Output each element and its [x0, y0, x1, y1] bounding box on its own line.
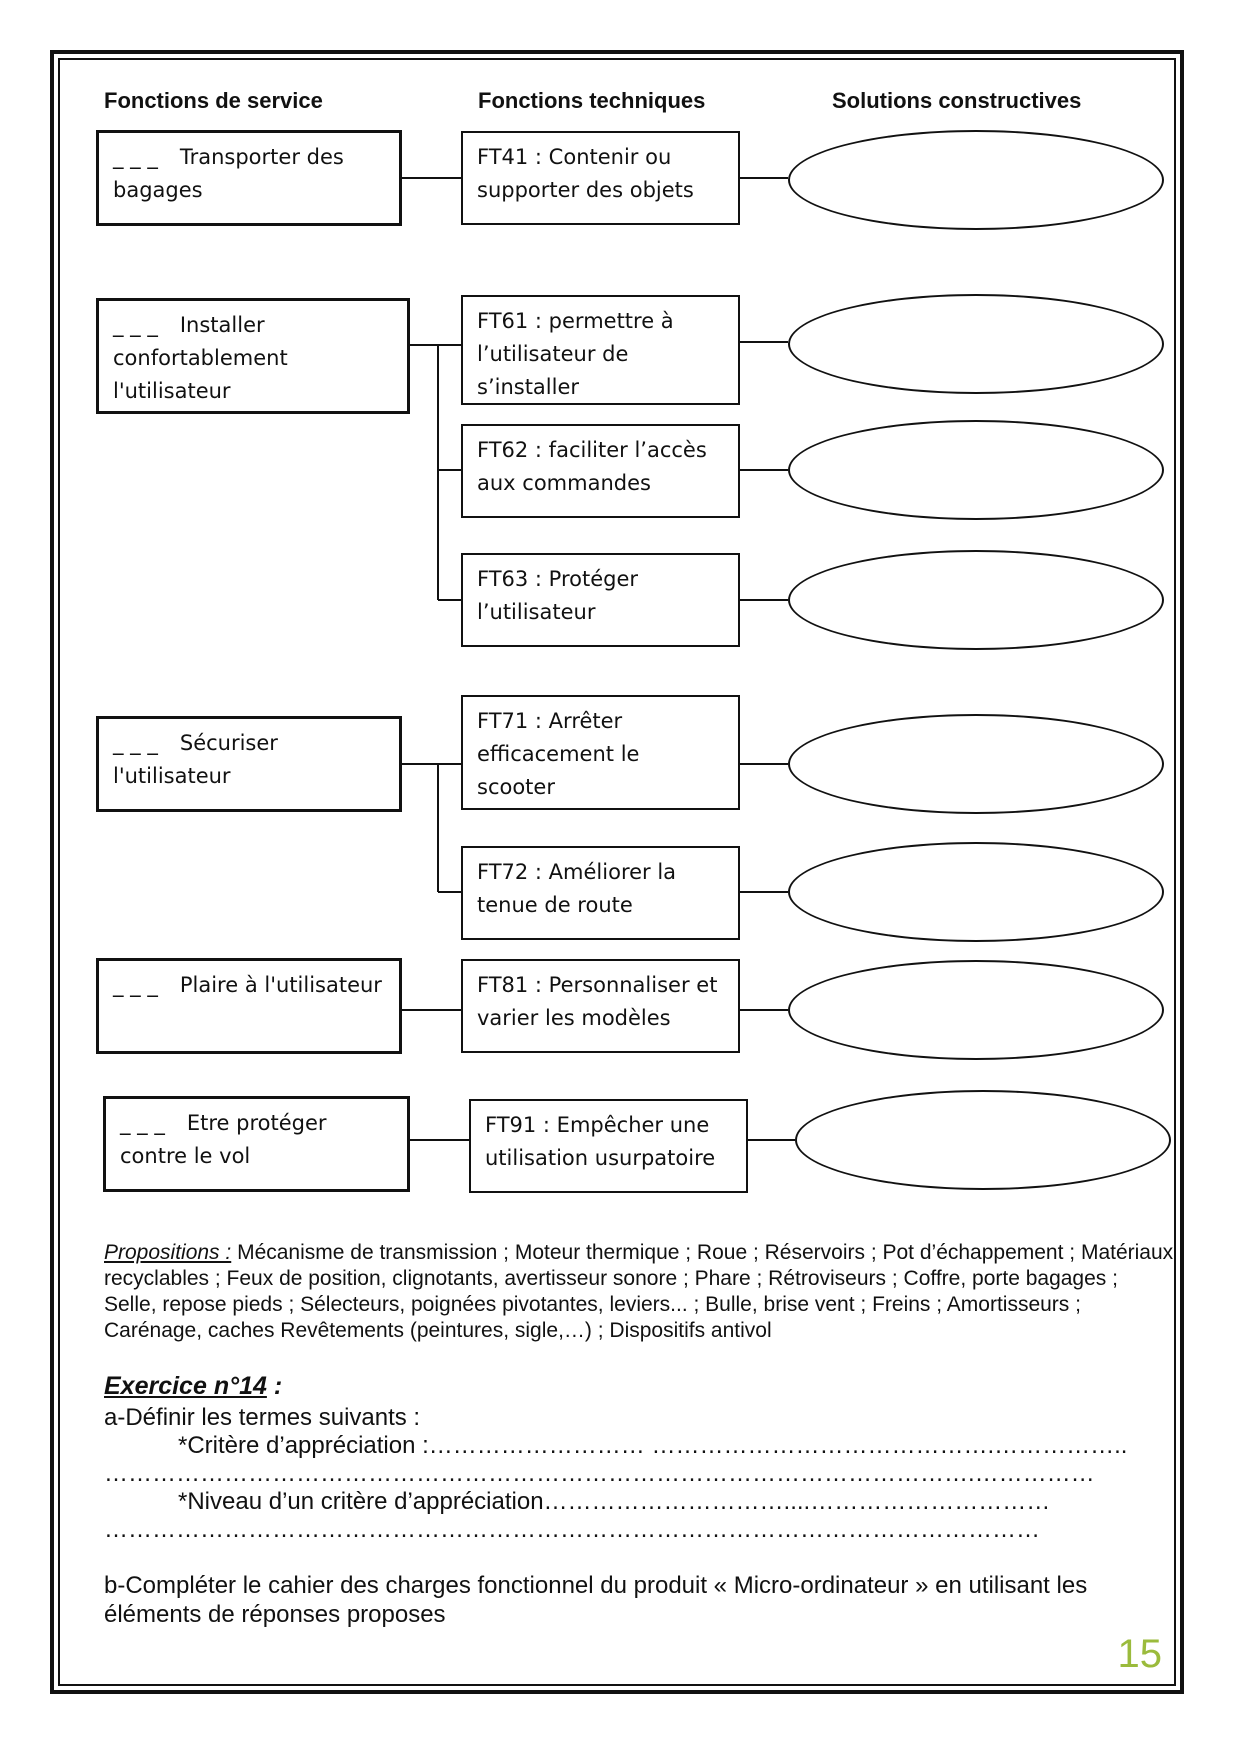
propositions-label: Propositions : [104, 1241, 232, 1264]
technical-function-box: FT61 : permettre à l’utilisateur de s’installer [461, 295, 740, 405]
solution-ellipse-ft91[interactable] [795, 1090, 1171, 1190]
blank-marker: _ _ _ [113, 731, 158, 755]
service-function-text: Transporter des bagages [113, 145, 344, 202]
service-function-text: Installer confortablement l'utilisateur [113, 313, 288, 403]
technical-function-box: FT72 : Améliorer la tenue de route [461, 846, 740, 940]
solution-ellipse-ft72[interactable] [788, 842, 1164, 942]
header-constructive-solutions: Solutions constructives [832, 88, 1082, 113]
header-service-functions: Fonctions de service [104, 88, 323, 113]
service-function-text: Plaire à l'utilisateur [179, 973, 382, 997]
solution-ellipse-ft63[interactable] [788, 550, 1164, 650]
service-function-box [103, 1096, 410, 1192]
answer-dots-1[interactable]: ……………………………………………………………………………………………….…………… [104, 1460, 1095, 1487]
blank-marker: _ _ _ [113, 145, 158, 169]
exercise-title-text: Exercice n°14 [104, 1372, 267, 1400]
technical-function-box: FT63 : Protéger l’utilisateur [461, 553, 740, 647]
term-criterion[interactable]: *Critère d’appréciation :……………………… …………………………………….…………….. [178, 1432, 1128, 1459]
service-function-box [96, 130, 402, 226]
technical-function-box: FT41 : Contenir ou supporter des objets [461, 131, 740, 225]
service-function-box [96, 298, 410, 414]
service-function-text: Etre protéger contre le vol [120, 1111, 327, 1168]
service-function-text: Sécuriser l'utilisateur [113, 731, 278, 788]
question-a: a-Définir les termes suivants : [104, 1404, 421, 1431]
service-function-box [96, 958, 402, 1054]
solution-ellipse-ft61[interactable] [788, 294, 1164, 394]
exercise-title [104, 1372, 282, 1401]
solution-ellipse-ft71[interactable] [788, 714, 1164, 814]
question-b-line2: éléments de réponses proposes [104, 1601, 446, 1628]
service-function-box [96, 716, 402, 812]
blank-marker: _ _ _ [120, 1111, 165, 1135]
solution-ellipse-ft62[interactable] [788, 420, 1164, 520]
solution-ellipse-ft41[interactable] [788, 130, 1164, 230]
blank-marker: _ _ _ [113, 313, 158, 337]
technical-function-box: FT81 : Personnaliser et varier les modèles [461, 959, 740, 1053]
blank-marker: _ _ _ [113, 973, 158, 997]
technical-function-box: FT62 : faciliter l’accès aux commandes [461, 424, 740, 518]
answer-dots-2[interactable]: ……………………………………………………………………………………………………… [104, 1516, 1040, 1543]
propositions-text: Mécanisme de transmission ; Moteur thermique ; Roue ; Réservoirs ; Pot d’échappement ; Matériaux recyclables ; Feux de position, clignotants, avertisseur sonore ; Phare ; Rétroviseurs ; Coffre, porte bagages ; Selle, repose pieds ; Sélecteurs, poignées pivotantes, leviers... ; Bulle, brise vent ; Freins ; Amortisseurs ; Carénage, caches Revêtements (peintures, sigle,…) ; Dispositifs antivol [104, 1241, 1174, 1342]
technical-function-box: FT71 : Arrêter efficacement le scooter [461, 695, 740, 810]
exercise-title-colon: : [266, 1372, 283, 1400]
term-criterion-level[interactable]: *Niveau d’un critère d’appréciation…………………………....………………………… [178, 1488, 1051, 1515]
propositions-paragraph [104, 1240, 1174, 1344]
header-technical-functions: Fonctions techniques [478, 88, 706, 113]
page-number: 15 [1117, 1632, 1162, 1676]
technical-function-box: FT91 : Empêcher une utilisation usurpatoire [469, 1099, 748, 1193]
solution-ellipse-ft81[interactable] [788, 960, 1164, 1060]
question-b-line1: b-Compléter le cahier des charges fonctionnel du produit « Micro-ordinateur » en utilisant les [104, 1572, 1088, 1599]
